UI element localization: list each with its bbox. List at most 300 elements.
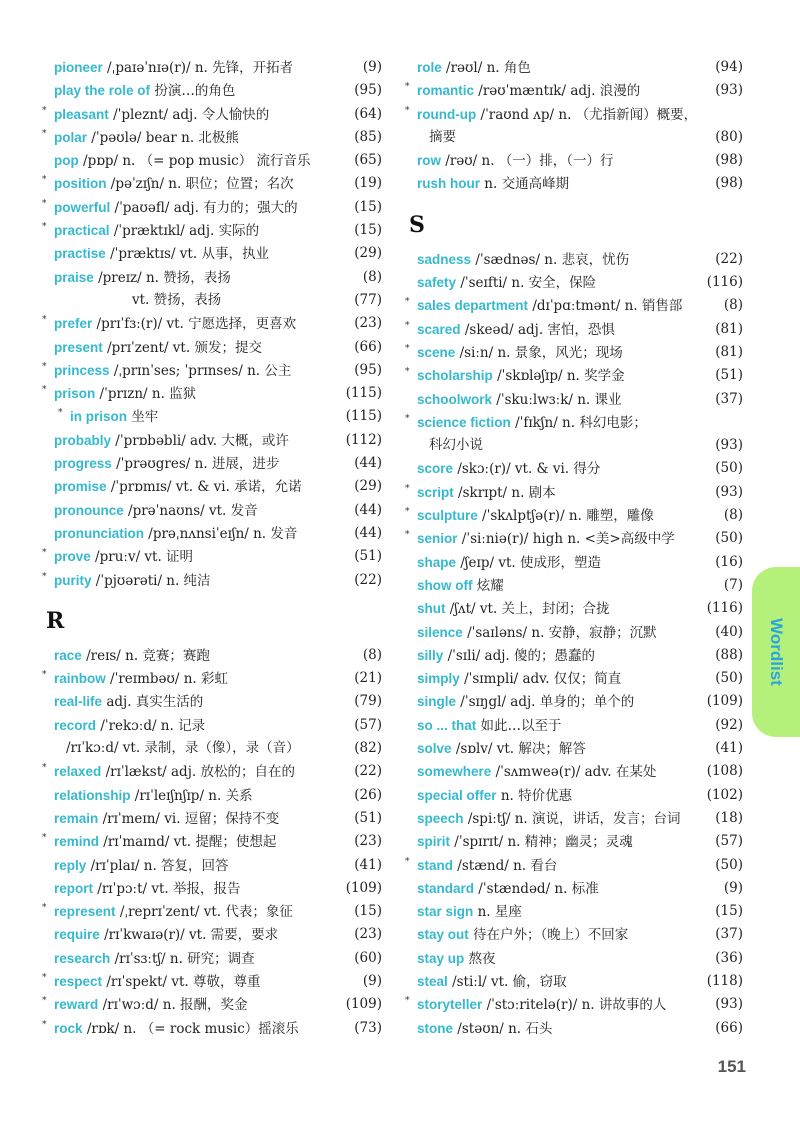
headword: reward xyxy=(54,997,99,1013)
word-entry xyxy=(405,79,743,102)
key-word-star-icon: * xyxy=(42,763,47,774)
word-entry xyxy=(405,784,743,807)
word-entry xyxy=(405,993,743,1016)
headword: single xyxy=(417,694,457,710)
word-entry xyxy=(42,336,382,359)
headword: princess xyxy=(54,362,110,378)
definition: /prəˌnʌnsiˈeɪʃn/ n. 发音 xyxy=(144,525,298,542)
definition: /ˈprəʊgres/ n. 进展，进步 xyxy=(111,456,280,473)
headword: silence xyxy=(417,624,463,640)
headword: in prison xyxy=(70,409,127,425)
unit-page-ref: (57) xyxy=(354,716,382,733)
word-entry xyxy=(405,900,743,923)
headword: spirit xyxy=(417,834,451,850)
unit-page-ref: (82) xyxy=(354,740,382,757)
definition: /prəˈnaʊns/ vt. 发音 xyxy=(123,502,258,519)
headword: pronounce xyxy=(54,502,124,518)
headword: senior xyxy=(417,531,458,547)
definition: /sɒlv/ vt. 解决；解答 xyxy=(451,741,586,758)
unit-page-ref: (93) xyxy=(715,483,743,500)
unit-page-ref: (37) xyxy=(715,926,743,943)
headword: rainbow xyxy=(54,671,106,687)
word-entry-continuation xyxy=(42,737,382,760)
unit-page-ref: (23) xyxy=(354,833,382,850)
headword: position xyxy=(54,176,107,192)
unit-page-ref: (118) xyxy=(706,972,743,989)
unit-page-ref: (98) xyxy=(715,175,743,192)
headword: race xyxy=(54,647,82,663)
definition: 摘要 xyxy=(429,128,456,145)
key-word-star-icon: * xyxy=(42,128,47,139)
unit-page-ref: (79) xyxy=(354,693,382,710)
definition: /rɪˈplaɪ/ n. 答复，回答 xyxy=(86,857,229,874)
definition: 如此…以至于 xyxy=(476,717,562,734)
definition: /pruːv/ vt. 证明 xyxy=(90,549,194,566)
key-word-star-icon: * xyxy=(42,833,47,844)
word-entry xyxy=(405,271,743,294)
word-entry xyxy=(405,854,743,877)
unit-page-ref: (92) xyxy=(715,716,743,733)
headword: solve xyxy=(417,741,452,757)
headword: stand xyxy=(417,857,454,873)
definition: 待在户外；（晚上）不回家 xyxy=(468,927,629,944)
definition: 科幻小说 xyxy=(429,437,483,454)
headword: row xyxy=(417,153,442,169)
key-word-star-icon: * xyxy=(405,413,410,424)
headword: pronunciation xyxy=(54,525,144,541)
headword: reply xyxy=(54,857,87,873)
word-entry xyxy=(42,56,382,79)
unit-page-ref: (15) xyxy=(354,198,382,215)
definition: /rɪˈlækst/ adj. 放松的；自在的 xyxy=(101,764,295,781)
word-entry xyxy=(405,970,743,993)
unit-page-ref: (93) xyxy=(715,82,743,99)
unit-page-ref: (15) xyxy=(354,903,382,920)
word-entry xyxy=(42,312,382,335)
definition: /stænd/ n. 看台 xyxy=(453,857,558,874)
unit-page-ref: (81) xyxy=(715,320,743,337)
unit-page-ref: (77) xyxy=(354,291,382,308)
unit-page-ref: (40) xyxy=(715,623,743,640)
word-entry xyxy=(42,760,382,783)
definition: /ˈstɔːritelə(r)/ n. 讲故事的人 xyxy=(482,997,667,1014)
word-entry xyxy=(42,784,382,807)
definition: /ˈreɪmbəʊ/ n. 彩虹 xyxy=(105,671,228,688)
headword: show off xyxy=(417,577,473,593)
word-entry xyxy=(405,364,743,387)
definition: /ˈpræktɪs/ vt. 从事，执业 xyxy=(105,246,269,263)
unit-page-ref: (8) xyxy=(362,646,382,663)
definition: /prɪˈzent/ vt. 颁发；提交 xyxy=(102,339,262,356)
unit-page-ref: (115) xyxy=(345,408,382,425)
unit-page-ref: (51) xyxy=(354,809,382,826)
key-word-star-icon: * xyxy=(405,105,410,116)
wordlist-right-column xyxy=(405,56,743,1040)
definition: /stəʊn/ n. 石头 xyxy=(453,1020,553,1037)
word-entry xyxy=(42,690,382,713)
key-word-star-icon: * xyxy=(58,408,63,419)
headword: require xyxy=(54,927,100,943)
headword: romantic xyxy=(417,83,475,99)
word-entry xyxy=(405,737,743,760)
headword: real-life xyxy=(54,694,103,710)
word-entry xyxy=(42,429,382,452)
headword: script xyxy=(417,484,454,500)
unit-page-ref: (44) xyxy=(354,524,382,541)
definition: /rəʊ/ n. （一）排，（一）行 xyxy=(441,153,614,170)
definition: 熬夜 xyxy=(464,950,496,967)
definition: /preɪz/ n. 赞扬，表扬 xyxy=(93,269,231,286)
word-entry xyxy=(405,504,743,527)
word-entry xyxy=(405,527,743,550)
key-word-star-icon: * xyxy=(405,343,410,354)
word-entry xyxy=(42,877,382,900)
unit-page-ref: (44) xyxy=(354,501,382,518)
word-entry xyxy=(405,457,743,480)
headword: scared xyxy=(417,321,461,337)
headword: simply xyxy=(417,671,460,687)
definition: n. 交通高峰期 xyxy=(480,176,570,193)
unit-page-ref: (9) xyxy=(723,879,743,896)
unit-page-ref: (23) xyxy=(354,926,382,943)
wordlist-left-column xyxy=(42,56,382,1040)
definition: adj. 真实生活的 xyxy=(102,694,204,711)
word-entry xyxy=(42,103,382,126)
unit-page-ref: (22) xyxy=(354,763,382,780)
key-word-star-icon: * xyxy=(42,548,47,559)
unit-page-ref: (21) xyxy=(354,670,382,687)
headword: stay up xyxy=(417,950,465,966)
unit-page-ref: (109) xyxy=(345,996,382,1013)
unit-page-ref: (26) xyxy=(354,786,382,803)
unit-page-ref: (102) xyxy=(706,786,743,803)
unit-page-ref: (50) xyxy=(715,460,743,477)
key-word-star-icon: * xyxy=(405,856,410,867)
word-entry xyxy=(405,597,743,620)
unit-page-ref: (95) xyxy=(354,82,382,99)
word-entry xyxy=(42,405,382,428)
key-word-star-icon: * xyxy=(405,507,410,518)
word-entry xyxy=(42,452,382,475)
unit-page-ref: (109) xyxy=(706,693,743,710)
word-entry xyxy=(42,947,382,970)
section-heading: R xyxy=(46,607,65,634)
headword: rush hour xyxy=(417,176,480,192)
unit-page-ref: (95) xyxy=(354,361,382,378)
unit-page-ref: (66) xyxy=(354,338,382,355)
word-entry xyxy=(42,830,382,853)
unit-page-ref: (29) xyxy=(354,478,382,495)
word-entry xyxy=(42,79,382,102)
definition: 炫耀 xyxy=(472,577,504,594)
unit-page-ref: (18) xyxy=(715,809,743,826)
unit-page-ref: (94) xyxy=(715,59,743,75)
key-word-star-icon: * xyxy=(405,297,410,308)
word-entry xyxy=(405,248,743,271)
headword: standard xyxy=(417,880,475,896)
unit-page-ref: (41) xyxy=(354,856,382,873)
page-number: 151 xyxy=(717,1057,746,1076)
word-entry xyxy=(42,359,382,382)
word-entry xyxy=(405,690,743,713)
definition: /ˈsɪmpli/ adv. 仅仅；简直 xyxy=(459,671,622,688)
definition: /rəʊˈmæntɪk/ adj. 浪漫的 xyxy=(474,83,641,100)
headword: role xyxy=(417,60,442,75)
definition: /ˈspɪrɪt/ n. 精神；幽灵；灵魂 xyxy=(450,834,633,851)
word-entry xyxy=(405,877,743,900)
headword: play the role of xyxy=(54,83,151,99)
unit-page-ref: (65) xyxy=(354,152,382,169)
headword: pioneer xyxy=(54,60,103,75)
headword: shape xyxy=(417,554,457,570)
definition: /rɪˈkɔːd/ vt. 录制，录（像），录（音） xyxy=(66,740,300,757)
headword: score xyxy=(417,461,454,477)
unit-page-ref: (36) xyxy=(715,949,743,966)
word-entry xyxy=(42,475,382,498)
unit-page-ref: (64) xyxy=(354,105,382,122)
key-word-star-icon: * xyxy=(42,315,47,326)
headword: practical xyxy=(54,223,110,239)
definition: /skɔː(r)/ vt. & vi. 得分 xyxy=(453,461,601,478)
definition: /ˈsʌmweə(r)/ adv. 在某处 xyxy=(491,764,657,781)
word-entry xyxy=(405,667,743,690)
word-entry xyxy=(42,266,382,289)
definition: /ʃʌt/ vt. 关上，封闭；合拢 xyxy=(445,601,610,618)
definition: /ˈskʌlptʃə(r)/ n. 雕塑，雕像 xyxy=(477,508,654,525)
headword: remain xyxy=(54,810,99,826)
word-entry xyxy=(405,411,743,434)
word-entry xyxy=(42,172,382,195)
headword: prove xyxy=(54,549,91,565)
definition: /rɪˈwɔːd/ n. 报酬，奖金 xyxy=(98,997,248,1014)
definition: /rɪˈleɪʃnʃɪp/ n. 关系 xyxy=(130,787,253,804)
word-entry xyxy=(405,947,743,970)
definition: /rɒk/ n. （= rock music）摇滚乐 xyxy=(82,1020,299,1037)
unit-page-ref: (50) xyxy=(715,670,743,687)
key-word-star-icon: * xyxy=(42,175,47,186)
word-entry xyxy=(42,993,382,1016)
definition: /ˈprɒmɪs/ vt. & vi. 承诺，允诺 xyxy=(106,479,302,496)
word-entry xyxy=(42,807,382,830)
word-entry xyxy=(42,545,382,568)
word-entry xyxy=(405,56,743,79)
word-entry xyxy=(405,574,743,597)
definition: n. 特价优惠 xyxy=(496,787,573,804)
headword: sadness xyxy=(417,251,472,267)
definition: /rɪˈmeɪn/ vi. 逗留；保持不变 xyxy=(98,810,280,827)
word-entry xyxy=(405,149,743,172)
unit-page-ref: (8) xyxy=(362,268,382,285)
headword: pop xyxy=(54,153,79,169)
definition: /ˈsɪli/ adj. 傻的；愚蠢的 xyxy=(443,647,596,664)
definition: /rɪˈmaɪnd/ vt. 提醒；使想起 xyxy=(99,834,277,851)
headword: somewhere xyxy=(417,764,492,780)
unit-page-ref: (108) xyxy=(706,763,743,780)
definition: /ʃeɪp/ vt. 使成形，塑造 xyxy=(456,554,601,571)
definition: /ˈskɒləʃɪp/ n. 奖学金 xyxy=(492,368,625,385)
word-entry xyxy=(42,149,382,172)
headword: safety xyxy=(417,275,457,291)
headword: speech xyxy=(417,810,464,826)
unit-page-ref: (9) xyxy=(362,59,382,75)
unit-page-ref: (22) xyxy=(354,571,382,588)
key-word-star-icon: * xyxy=(405,320,410,331)
word-entry xyxy=(42,499,382,522)
headword: round-up xyxy=(417,106,477,122)
key-word-star-icon: * xyxy=(42,996,47,1007)
definition: /ˈsædnəs/ n. 悲哀，忧伤 xyxy=(471,251,630,268)
definition: /rəʊl/ n. 角色 xyxy=(441,60,531,76)
headword: prison xyxy=(54,386,96,402)
key-word-star-icon: * xyxy=(42,385,47,396)
unit-page-ref: (51) xyxy=(354,548,382,565)
key-word-star-icon: * xyxy=(405,530,410,541)
headword: progress xyxy=(54,456,112,472)
word-entry xyxy=(405,318,743,341)
definition: /ˈsaɪləns/ n. 安静，寂静；沉默 xyxy=(462,624,657,641)
word-entry xyxy=(42,242,382,265)
key-word-star-icon: * xyxy=(42,198,47,209)
unit-page-ref: (109) xyxy=(345,879,382,896)
definition: n. 星座 xyxy=(473,904,522,921)
definition: /siːn/ n. 景象，风光；现场 xyxy=(455,344,623,361)
unit-page-ref: (9) xyxy=(362,972,382,989)
key-word-star-icon: * xyxy=(42,222,47,233)
headword: powerful xyxy=(54,199,111,215)
word-entry xyxy=(42,900,382,923)
word-entry-continuation xyxy=(405,434,743,457)
unit-page-ref: (85) xyxy=(354,128,382,145)
definition: /ˈfɪkʃn/ n. 科幻电影； xyxy=(510,414,647,431)
definition: /ˈpræktɪkl/ adj. 实际的 xyxy=(109,223,260,240)
unit-page-ref: (15) xyxy=(354,222,382,239)
unit-page-ref: (29) xyxy=(354,245,382,262)
word-entry xyxy=(405,294,743,317)
word-entry xyxy=(42,714,382,737)
word-entry xyxy=(42,382,382,405)
headword: pleasant xyxy=(54,106,109,122)
definition: vt. 赞扬，表扬 xyxy=(132,291,222,308)
definition: 坐牢 xyxy=(127,409,159,426)
key-word-star-icon: * xyxy=(42,571,47,582)
unit-page-ref: (116) xyxy=(706,274,743,291)
unit-page-ref: (66) xyxy=(715,1019,743,1036)
key-word-star-icon: * xyxy=(42,361,47,372)
unit-page-ref: (15) xyxy=(715,903,743,920)
definition: /ˈstændəd/ n. 标准 xyxy=(474,880,599,897)
unit-page-ref: (23) xyxy=(354,315,382,332)
word-entry xyxy=(42,1017,382,1040)
definition: /ˌprɪnˈses; ˈprɪnses/ n. 公主 xyxy=(109,362,292,379)
unit-page-ref: (93) xyxy=(715,996,743,1013)
headword: science fiction xyxy=(417,414,511,430)
word-entry xyxy=(42,667,382,690)
key-word-star-icon: * xyxy=(405,483,410,494)
definition: /stiːl/ vt. 偷，窃取 xyxy=(447,973,567,990)
headword: scholarship xyxy=(417,368,493,384)
headword: practise xyxy=(54,246,106,262)
definition: /ˈprɒbəbli/ adv. 大概，或许 xyxy=(111,432,289,449)
unit-page-ref: (112) xyxy=(345,431,382,448)
definition: /ˈseɪfti/ n. 安全，保险 xyxy=(456,275,597,292)
unit-page-ref: (7) xyxy=(723,576,743,593)
headword: schoolwork xyxy=(417,391,493,407)
headword: record xyxy=(54,717,97,733)
definition: /dɪˈpɑːtmənt/ n. 销售部 xyxy=(528,298,683,315)
key-word-star-icon: * xyxy=(405,367,410,378)
definition: /skrɪpt/ n. 剧本 xyxy=(453,484,556,501)
headword: star sign xyxy=(417,904,474,920)
word-entry xyxy=(42,970,382,993)
definition: /ˌpaɪəˈnɪə(r)/ n. 先锋，开拓者 xyxy=(102,60,294,76)
unit-page-ref: (88) xyxy=(715,646,743,663)
unit-page-ref: (60) xyxy=(354,949,382,966)
headword: relaxed xyxy=(54,764,102,780)
word-entry xyxy=(42,196,382,219)
unit-page-ref: (50) xyxy=(715,856,743,873)
definition: /rɪˈspekt/ vt. 尊敬，尊重 xyxy=(102,973,261,990)
word-entry xyxy=(405,714,743,737)
definition: /rɪˈkwaɪə(r)/ vt. 需要，要求 xyxy=(99,927,279,944)
unit-page-ref: (19) xyxy=(354,175,382,192)
headword: scene xyxy=(417,344,456,360)
word-entry xyxy=(405,621,743,644)
wordlist-side-tab xyxy=(752,567,800,737)
headword: so ... that xyxy=(417,717,477,733)
headword: remind xyxy=(54,834,100,850)
unit-page-ref: (93) xyxy=(715,437,743,454)
word-entry xyxy=(405,172,743,195)
headword: stone xyxy=(417,1020,454,1036)
unit-page-ref: (81) xyxy=(715,343,743,360)
definition: /rɪˈpɔːt/ vt. 举报，报告 xyxy=(93,880,241,897)
headword: prefer xyxy=(54,316,93,332)
unit-page-ref: (22) xyxy=(715,250,743,267)
definition: /reɪs/ n. 竞赛；赛跑 xyxy=(81,647,210,664)
unit-page-ref: (8) xyxy=(723,507,743,524)
word-entry xyxy=(42,219,382,242)
headword: steal xyxy=(417,973,448,989)
unit-page-ref: (116) xyxy=(706,600,743,617)
headword: polar xyxy=(54,129,88,145)
key-word-star-icon: * xyxy=(42,105,47,116)
word-entry xyxy=(405,481,743,504)
unit-page-ref: (57) xyxy=(715,833,743,850)
definition: /ˈpaʊəfl/ adj. 有力的；强大的 xyxy=(110,199,298,216)
key-word-star-icon: * xyxy=(42,972,47,983)
word-entry xyxy=(405,551,743,574)
definition: /spiːtʃ/ n. 演说，讲话，发言；台词 xyxy=(463,810,681,827)
word-entry xyxy=(42,923,382,946)
word-entry xyxy=(405,341,743,364)
unit-page-ref: (115) xyxy=(345,385,382,402)
section-heading: S xyxy=(409,211,425,238)
definition: /prɪˈfɜː(r)/ vt. 宁愿选择，更喜欢 xyxy=(92,316,297,333)
headword: purity xyxy=(54,572,92,588)
unit-page-ref: (44) xyxy=(354,455,382,472)
definition: /pəˈzɪʃn/ n. 职位；位置；名次 xyxy=(106,176,294,193)
word-entry xyxy=(42,854,382,877)
headword: special offer xyxy=(417,787,497,803)
word-entry xyxy=(405,1017,743,1040)
unit-page-ref: (41) xyxy=(715,740,743,757)
word-entry xyxy=(42,644,382,667)
definition: /ˌreprɪˈzent/ vt. 代表；象征 xyxy=(115,904,293,921)
definition: /skeəd/ adj. 害怕，恐惧 xyxy=(460,321,615,338)
headword: represent xyxy=(54,904,116,920)
word-entry xyxy=(405,760,743,783)
definition: /ˈraʊnd ʌp/ n. （尤指新闻）概要， xyxy=(476,106,698,123)
